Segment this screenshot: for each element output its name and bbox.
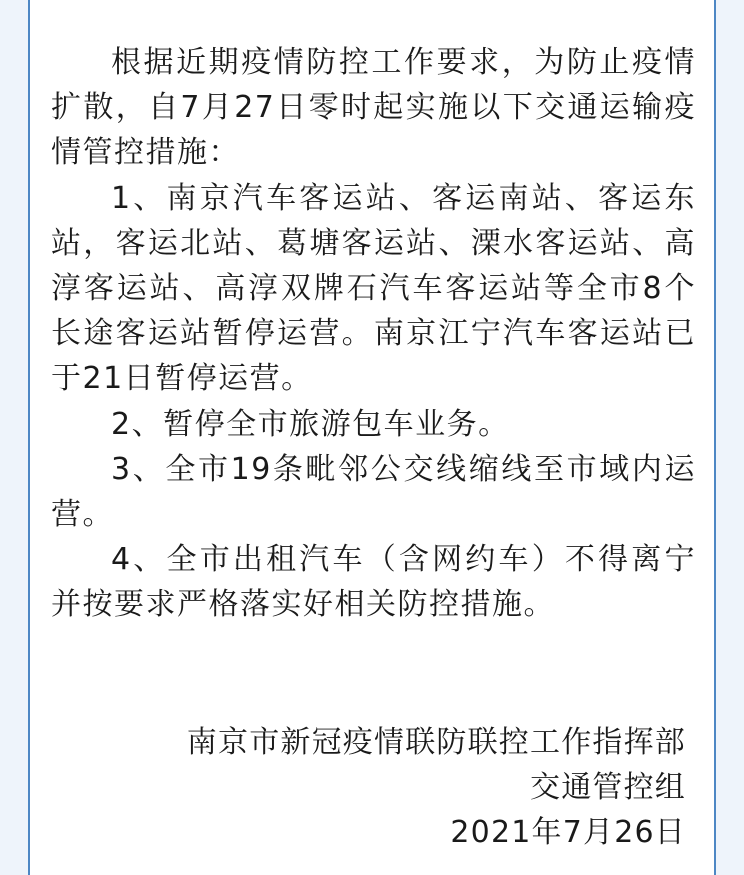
signature-organization: 南京市新冠疫情联防联控工作指挥部 [186, 725, 686, 760]
measure-item-1: 1、南京汽车客运站、客运南站、客运东站，客运北站、葛塘客运站、溧水客运站、高淳客运站、高淳双牌石汽车客运站等全市8个长途客运站暂停运营。南京江宁汽车客运站已于21日暂停运营。 [51, 180, 696, 397]
signature-date: 2021年7月26日 [450, 815, 686, 850]
measure-item-3: 3、全市19条毗邻公交线缩线至市域内运营。 [51, 451, 696, 533]
signature-group: 交通管控组 [530, 770, 686, 805]
notice-body [51, 40, 696, 628]
notice-card [28, 0, 716, 875]
notice-intro-paragraph: 根据近期疫情防控工作要求，为防止疫情扩散，自7月27日零时起实施以下交通运输疫情管控措施： [51, 45, 696, 171]
signature-block [187, 720, 686, 855]
measure-item-4: 4、全市出租汽车（含网约车）不得离宁并按要求严格落实好相关防控措施。 [51, 542, 696, 623]
measure-item-2: 2、暂停全市旅游包车业务。 [111, 406, 510, 442]
